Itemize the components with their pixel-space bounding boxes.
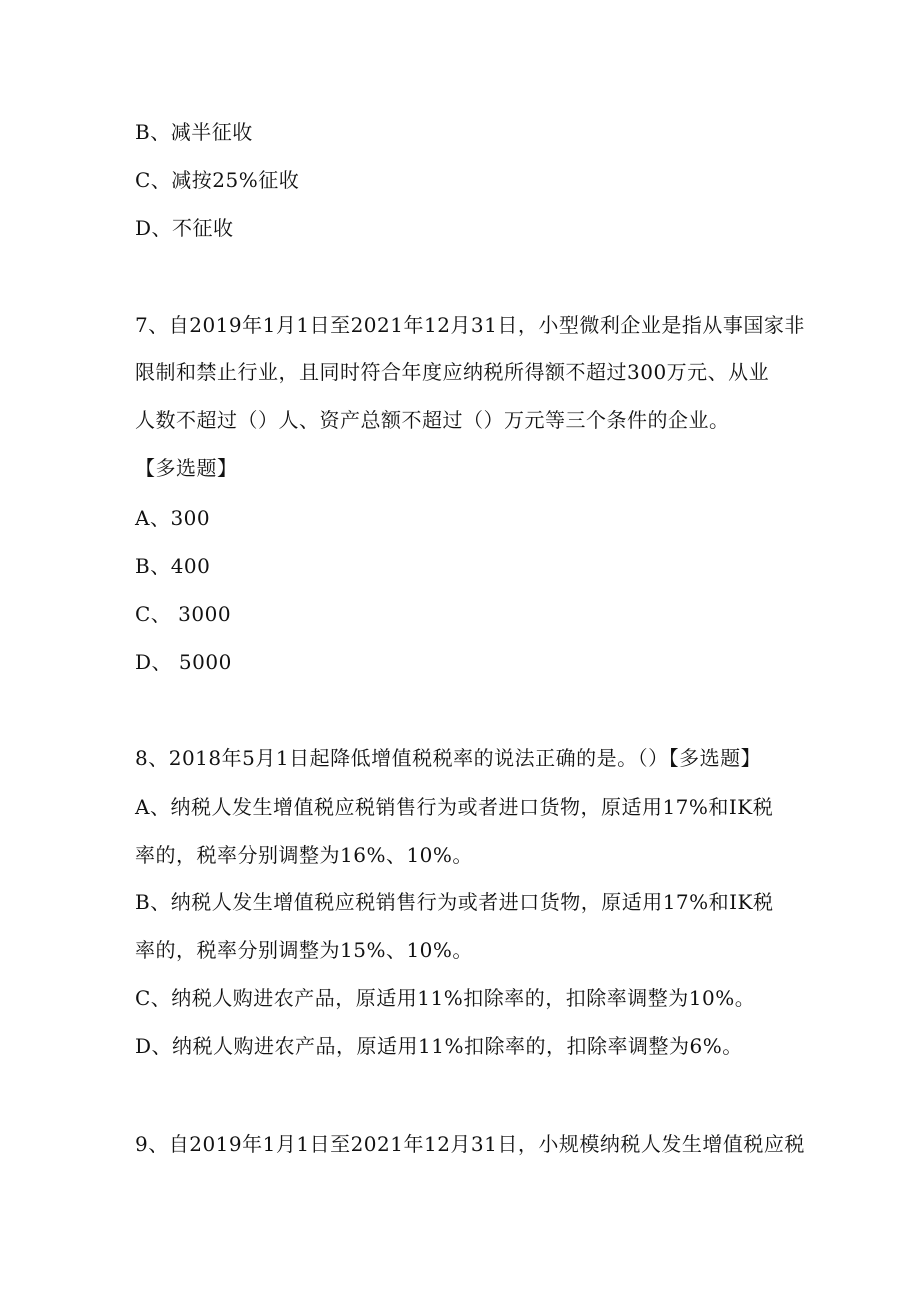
q8-option-b-line-1: B、纳税人发生增值税应税销售行为或者进口货物，原适用17%和IK税 (135, 890, 774, 914)
q6-option-b: B、减半征收 (135, 120, 253, 144)
q8-option-a-line-1: A、纳税人发生增值税应税销售行为或者进口货物，原适用17%和IK税 (135, 795, 774, 819)
q7-option-b: B、400 (135, 554, 211, 578)
q8-option-d: D、纳税人购进农产品，原适用11%扣除率的，扣除率调整为6%。 (135, 1034, 743, 1058)
q8-option-b-line-2: 率的，税率分别调整为15%、10%。 (135, 938, 473, 962)
q9-stem-line-1: 9、自2019年1月1日至2021年12月31日，小规模纳税人发生增值税应税 (135, 1132, 805, 1156)
q7-type-tag: 【多选题】 (135, 456, 238, 480)
q6-option-c: C、减按25%征收 (135, 168, 300, 192)
q7-option-c: C、 3000 (135, 602, 232, 626)
q7-stem-line-2: 限制和禁止行业，且同时符合年度应纳税所得额不超过300万元、从业 (135, 360, 770, 384)
q8-stem: 8、2018年5月1日起降低增值税税率的说法正确的是。（）【多选题】 (135, 746, 762, 770)
q8-option-c: C、纳税人购进农产品，原适用11%扣除率的，扣除率调整为10%。 (135, 986, 756, 1010)
q6-option-d: D、不征收 (135, 216, 234, 240)
q7-option-a: A、300 (135, 506, 211, 530)
q7-stem-line-1: 7、自2019年1月1日至2021年12月31日，小型微利企业是指从事国家非 (135, 313, 805, 337)
q7-stem-line-3: 人数不超过（）人、资产总额不超过（）万元等三个条件的企业。 (135, 408, 730, 432)
q8-option-a-line-2: 率的，税率分别调整为16%、10%。 (135, 843, 473, 867)
q7-option-d: D、 5000 (135, 650, 232, 674)
